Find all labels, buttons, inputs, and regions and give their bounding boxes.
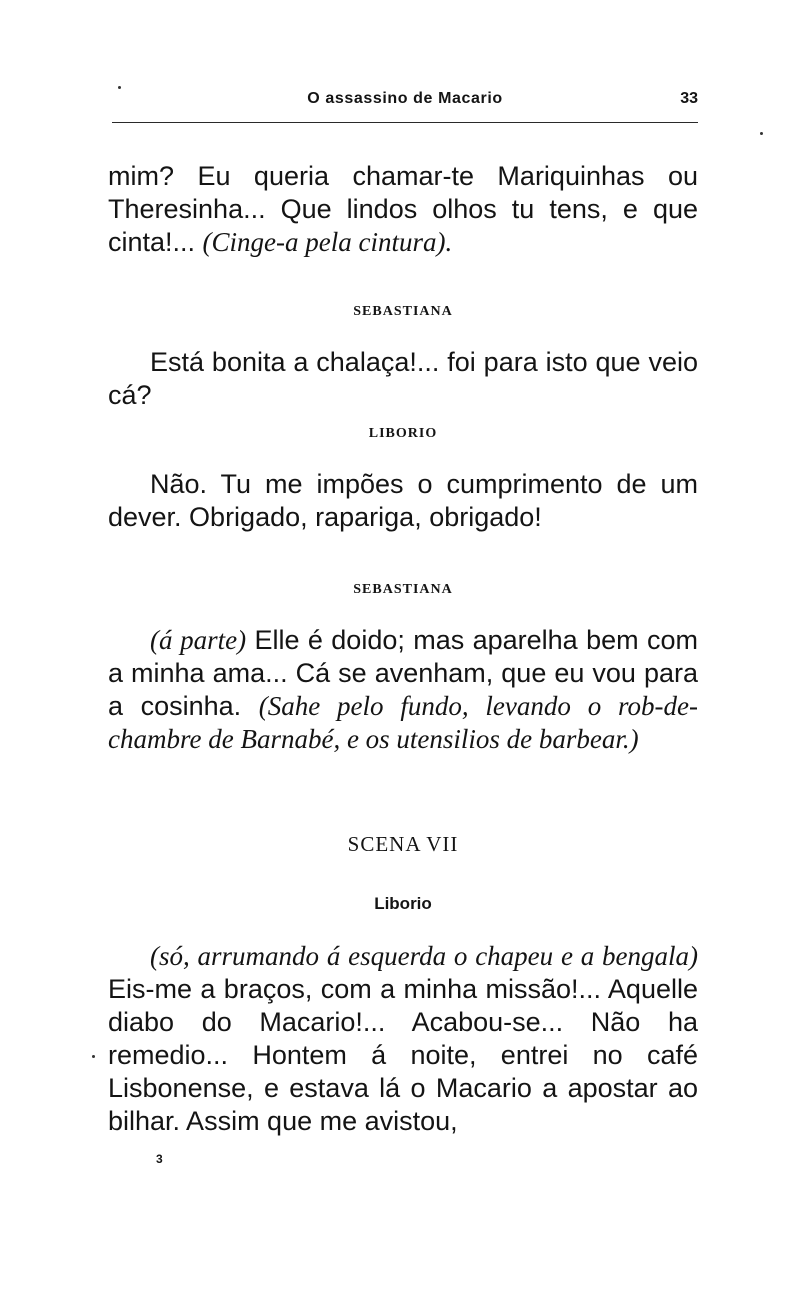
page-number: 33 [680,90,698,107]
stage-direction: (só, arrumando á esquerda o chapeu e a bengala) [150,941,698,971]
dialogue-text: Não. Tu me impões o cumprimento de um dever. Obrigado, rapariga, obrigado! [108,469,698,532]
running-title: O assassino de Macario [307,90,503,107]
paragraph-4 [108,624,698,756]
paragraph-3 [108,468,698,534]
speaker-sebastiana-1: SEBASTIANA [353,304,453,319]
print-speck [760,132,763,135]
paragraph-5 [108,940,698,1138]
paragraph-1 [108,160,698,259]
dialogue-text: mim? Eu queria chamar-te Mariquinhas ou Theresinha... Que lindos olhos tu tens, e que cinta!... [108,161,698,257]
paragraph-2 [108,346,698,412]
print-speck [118,86,121,89]
scene-heading: SCENA VII [347,832,459,856]
speaker-sebastiana-2: SEBASTIANA [353,582,453,597]
signature-mark: 3 [156,1152,163,1166]
running-header [112,90,698,112]
print-speck [92,1055,95,1058]
dialogue-text: Eis-me a braços, com a minha missão!... Aquelle diabo do Macario!... Acabou-se... Não ha remedio... Hontem á noite, entrei no café Lisbonense, e estava lá o Macario a apostar ao bilhar. Assim que me avistou, [108,974,698,1136]
dialogue-text: Está bonita a chalaça!... foi para isto que veio cá? [108,347,698,410]
stage-direction: (Sahe pelo fundo, levando o rob-de-chambre de Barnabé, e os utensilios de barbear.) [108,691,698,754]
stage-direction: (Cinge-a pela cintura). [202,227,453,257]
scene-character: Liborio [374,894,432,913]
speaker-liborio: LIBORIO [368,426,438,441]
header-rule [112,122,698,123]
stage-direction: (á parte) [150,625,247,655]
dialogue-text: Elle é doido; mas aparelha bem com a minha ama... Cá se avenham, que eu vou para a cosinha. [108,625,698,721]
